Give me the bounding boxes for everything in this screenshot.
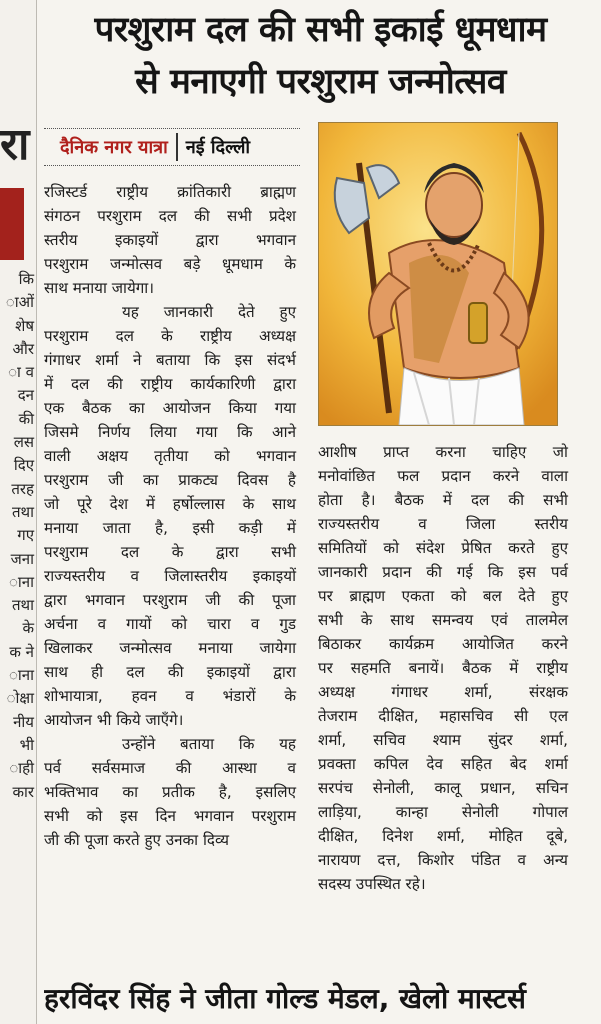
article-text-line: परशुराम जी का प्राकट्य दिवस है [44,471,296,489]
article-text-line: पर्व सर्वसमाज की आस्था व [44,759,296,777]
adjacent-text-line: तथा [11,502,34,521]
article-text-line: होता है। बैठक में दल की सभी [318,491,568,509]
article-text-line: अध्यक्ष गंगाधर शर्मा, संरक्षक [318,683,568,701]
article-text-line: अर्चना व गायों को चारा व गुड [44,615,296,633]
article-text-line: सभी के साथ समन्वय एवं तालमेल [318,611,568,629]
article-text-line: साथ मनाया जायेगा। [44,279,154,297]
headline-line-2: से मनाएगी परशुराम जन्मोत्सव [135,62,506,102]
article-text-line: संगठन परशुराम दल की सभी प्रदेश [44,207,296,225]
article-text-line: पर ब्राह्मण एकता को बल देते हुए [318,587,568,605]
article-text-line: सभी को इस दिन भगवान परशुराम [44,807,296,825]
adjacent-text-line: भी [19,735,34,754]
adjacent-text-line: दिए [13,456,34,475]
article-text-line: दीक्षित, दिनेश शर्मा, मोहित दूबे, [318,827,568,845]
article-text-line: में दल की राष्ट्रीय कार्यकारिणी द्वारा [44,375,296,393]
article-text-line: परशुराम दल के द्वारा सभी [44,543,296,561]
article-text-line: जी की पूजा करते हुए उनका दिव्य [44,831,229,849]
headline-line-1: परशुराम दल की सभी इकाई धूमधाम [94,10,547,50]
article-column-2 [318,440,568,896]
article-text-line: शोभायात्रा, हवन व भंडारों के [44,687,296,705]
article-text-line: मनोवांछित फल प्रदान करने वाला [318,467,568,485]
article-text-line: गंगाधर शर्मा ने बताया कि इस संदर्भ [44,351,296,369]
adjacent-red-block [0,188,24,260]
adjacent-text-line: के [22,619,34,638]
article-text-line: जानकारी प्रदान की गई कि इस पर्व [318,563,568,581]
adjacent-text-line: नीय [13,712,34,731]
article-text-line: उन्होंने बताया कि यह [122,735,296,753]
article-text-line: खिलाकर जन्मोत्सव मनाया जायेगा [44,639,296,657]
article-text-line: परशुराम जन्मोत्सव बड़े धूमधाम के [44,255,296,273]
article-text-line: रजिस्टर्ड राष्ट्रीय क्रांतिकारी ब्राह्मण [44,183,296,201]
article-text-line: राज्यस्तरीय व जिला स्तरीय [318,515,568,533]
adjacent-text-line: तरह [11,479,34,498]
article-text-line: एक बैठक का आयोजन किया गया [44,399,296,417]
article-text-line: यह जानकारी देते हुए [122,303,296,321]
article-text-line: सदस्य उपस्थित रहे। [318,875,426,893]
article-text-line: आयोजन भी किये जाएँगे। [44,711,184,729]
article-text-line: पर सहमति बनायें। बैठक में राष्ट्रीय [318,659,568,677]
article-text-line: लाड़िया, कान्हा सेनोली गोपाल [318,803,568,821]
article-headline [40,4,601,108]
adjacent-text-line: क ने [9,642,34,661]
adjacent-text-fragments [0,268,36,804]
dateline-separator [176,133,178,161]
adjacent-text-line: गए [17,526,34,545]
article-text-line: मनाया जाता है, इसी कड़ी में [44,519,296,537]
adjacent-text-line: जना [10,549,34,568]
article-text-line: परशुराम दल के राष्ट्रीय अध्यक्ष [44,327,296,345]
adjacent-text-line: कार [12,782,34,801]
article-text-line: सरपंच सेनोली, कालू प्रधान, सचिन [318,779,568,797]
adjacent-text-line: ाही [9,759,34,778]
article-text-line: जिसमे निर्णय लिया गया कि आने [44,423,296,441]
article-text-line: नारायण दत्त, किशोर पंडित व अन्य [318,851,568,869]
adjacent-text-line: ोक्षा [6,689,34,708]
adjacent-text-line: ा व [8,363,34,382]
article-text-line: भक्तिभाव का प्रतीक है, इसलिए [44,783,296,801]
dateline [44,128,300,166]
article-text-line: साथ ही दल की इकाइयों द्वारा [44,663,296,681]
article-text-line: जो पूरे देश में हर्षोल्लास के साथ [44,495,296,513]
article-text-line: समितियों को संदेश प्रेषित करते हुए [318,539,568,557]
adjacent-text-line: लस [13,433,34,452]
adjacent-text-line: दन [17,386,34,405]
article-text-line: राज्यस्तरीय व जिलास्तरीय इकाइयों [44,567,296,585]
article-text-line: बिठाकर कार्यक्रम आयोजित करने [318,635,568,653]
adjacent-text-line: की [18,409,34,428]
article-text-line: शर्मा, सचिव श्याम सुंदर शर्मा, [318,731,568,749]
adjacent-text-line: कि [18,270,34,288]
newspaper-name: दैनिक नगर यात्रा [60,137,168,158]
article-text-line: तेजराम दीक्षित, महासचिव सी एल [318,707,568,725]
adjacent-text-line: शेष [15,316,34,335]
adjacent-headline-fragment: रा [0,119,30,170]
article-text-line: प्रवक्ता कपिल देव सहित बेद शर्मा [318,755,568,773]
adjacent-text-line: ाना [8,572,34,591]
adjacent-text-line: और [12,339,34,358]
next-article-headline: हरविंदर सिंह ने जीता गोल्ड मेडल, खेलो मास्टर्स [44,982,526,1015]
article-text-line: वाली अक्षय तृतीया को भगवान [44,447,296,465]
adjacent-text-line: ाओं [5,293,34,312]
article-text-line: आशीष प्राप्त करना चाहिए जो [318,443,568,461]
article-text-line: द्वारा भगवान परशुराम जी की पूजा [44,591,296,609]
article-column-1 [44,180,296,852]
adjacent-text-line: तथा [11,596,34,615]
article-text-line: स्तरीय इकाइयों द्वारा भगवान [44,231,296,249]
adjacent-column-strip [0,0,37,1024]
adjacent-text-line: ाना [8,666,34,685]
parashuram-illustration-icon [318,122,558,426]
dateline-city: नई दिल्ली [185,137,251,158]
